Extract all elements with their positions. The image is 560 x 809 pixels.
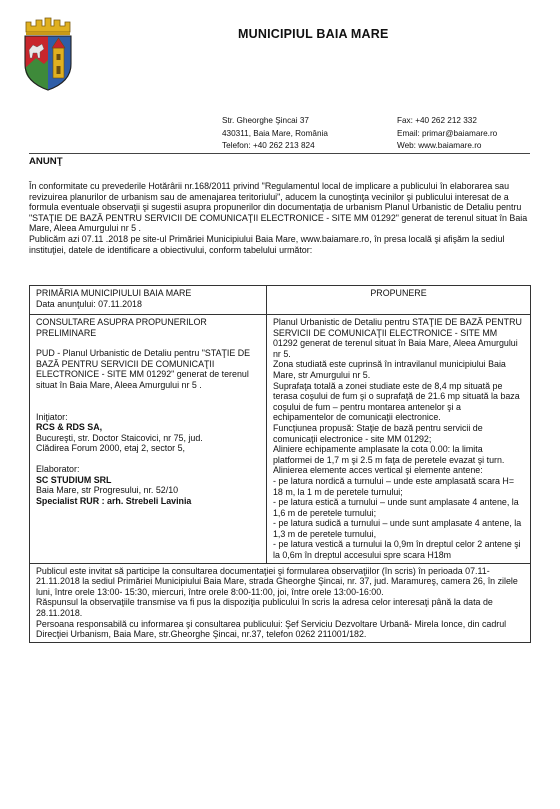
notice-intro	[29, 181, 534, 255]
elaborator-name: SC STUDIUM SRL	[36, 474, 112, 485]
initiator-label: Iniţiator:	[36, 411, 68, 422]
page-title: MUNICIPIUL BAIA MARE	[238, 27, 389, 41]
initiator-name: RCS & RDS SA,	[36, 422, 103, 433]
publication-paragraph: Publicăm azi 07.11 .2018 pe site-ul Primăriei Municipiului Baia Mare, www.baiamare.ro, în presa locală şi afişăm la sediul instituţiei, datele de identificare a obiectivului, conform tabelului următor:	[29, 233, 505, 255]
contact-block	[397, 115, 497, 153]
proposal-details-cell	[267, 315, 531, 564]
table-body-row	[30, 315, 531, 564]
header-cell-authority	[30, 286, 267, 315]
proposal-paragraph: - pe latura vestică a turnului la 0,9m în dreptul celor 2 antene şi la 0,6m în dreptul accesului spre scara H18m	[273, 539, 521, 561]
intro-paragraph: În conformitate cu prevederile Hotărârii nr.168/2011 privind "Regulamentul local de implicare a publicului în elaborarea sau revizuirea planurilor de urbanism sau de amenajarea teritoriului", aducem la cunoştinţa vecinilor şi publicului interesat de a formula eventuale observaţii şi sugestii asupra propunerilor din documentaţia de urbanism Planul Urbanistic de Detaliu pentru "STAŢIE DE BAZĂ PENTRU SERVICII DE COMUNICAŢII ELECTRONICE - SITE MM 01292" generat de terenul situat în Baia Mare, Aleea Amurgului nr 5 .	[29, 181, 528, 234]
consultation-info-cell	[30, 563, 531, 642]
notice-heading: ANUNŢ	[29, 156, 63, 167]
proposal-paragraph: - pe latura nordică a turnului – unde este amplasată scara H= 18 m, la 1 m de peretele turnului;	[273, 475, 514, 497]
responsible-person-paragraph: Persoana responsabilă cu informarea şi consultarea publicului: Şef Serviciu Dezvoltare Urbană- Mirela Ionce, din cadrul Direcţiei Urbanism, Baia Mare, str.Gheorghe Şincai, nr.37, telefon 0262 211001/182.	[36, 618, 507, 640]
proposal-paragraph: Alinierea elemente acces vertical şi elemente antene:	[273, 465, 483, 476]
consultation-title: CONSULTARE ASUPRA PROPUNERILOR PRELIMINARE	[36, 317, 207, 338]
baia-mare-coat-of-arms-icon	[20, 16, 76, 92]
address-block	[222, 115, 328, 153]
proposal-paragraph: Funcţiunea propusă: Staţie de bază pentru servicii de comunicaţii electronice - site MM 01292;	[273, 422, 483, 444]
proposal-paragraph: Planul Urbanistic de Detaliu pentru STAŢIE DE BAZĂ PENTRU SERVICII DE COMUNICAŢII ELECTRONICE - SITE MM 01292 generat de terenul situat în Baia Mare, Aleea Amurgului nr 5.	[273, 317, 522, 359]
invitation-paragraph: Publicul este invitat să participe la consultarea documentaţiei şi formularea observaţiilor (în scris) în perioada 07.11-21.11.2018 la sediul Primăriei Municipiului Baia Mare, strada Gheorghe Şincai, nr. 37, jud. Maramureş, camera 26, în zilele luni, între orele 13:00- 15:30, miercuri, între orele 8:00-11:00, joi, între orele 13:00-16:00.	[36, 565, 518, 597]
header-cell-proposal: PROPUNERE	[267, 286, 531, 315]
proposal-paragraph: - pe latura estică a turnului – unde sunt amplasate 4 antene, la 1,6 m de peretele turnului;	[273, 497, 519, 518]
initiator-address-1: Bucureşti, str. Doctor Staicovici, nr 75, jud.	[36, 432, 203, 443]
specialist-rur: Specialist RUR : arh. Strebeli Lavinia	[36, 495, 192, 506]
notice-table	[29, 285, 531, 643]
elaborator-address: Baia Mare, str Progresului, nr. 52/10	[36, 485, 179, 496]
address-street: Str. Gheorghe Şincai 37	[222, 116, 309, 125]
contact-fax: Fax: +40 262 212 332	[397, 116, 477, 125]
address-phone: Telefon: +40 262 213 824	[222, 141, 315, 151]
proposal-paragraph: Zona studiată este cuprinsă în intravilanul municipiului Baia Mare, str Amurgului nr 5.	[273, 359, 506, 380]
elaborator-label: Elaborator:	[36, 463, 80, 474]
table-footer-row	[30, 563, 531, 642]
proposal-paragraph: Aliniere echipamente amplasate la cota 0.00: la limita platformei de 1,7 m şi 2.5 m faţa de peretele evazat şi turn.	[273, 444, 505, 465]
pud-description: PUD - Planul Urbanistic de Detaliu pentru "STAŢIE DE BAZĂ PENTRU SERVICII DE COMUNICAŢII ELECTRONICE - SITE MM 01292" generat de terenul situat în Baia Mare, Aleea Amurgului nr 5 .	[36, 348, 251, 390]
initiator-address-2: Clădirea Forum 2000, etaj 2, sector 5,	[36, 443, 185, 454]
proposal-paragraph: - pe latura sudică a turnului – unde sunt amplasate 4 antene, la 1,3 m de peretele turnului,	[273, 518, 522, 539]
proposal-paragraph: Suprafaţa totală a zonei studiate este de 8,4 mp situată pe terasa coşului de fum şi o suprafaţă de 21.6 mp situată la baza coşului de fum – pentru montarea antenelor şi a echipamentelor de comunicaţii electronice.	[273, 380, 520, 423]
address-city: 430311, Baia Mare, România	[222, 128, 328, 138]
table-header-row	[30, 286, 531, 315]
contact-web: Web: www.baiamare.ro	[397, 141, 482, 151]
contact-email: Email: primar@baiamare.ro	[397, 128, 498, 138]
response-paragraph: Răspunsul la observaţiile transmise va fi pus la dispoziţia publicului în scris la adresa celor interesaţi până la data de 28.11.2018.	[36, 597, 493, 619]
announcement-date: Data anunţului: 07.11.2018	[36, 298, 142, 309]
header-divider	[29, 153, 530, 154]
authority-name: PRIMĂRIA MUNICIPIULUI BAIA MARE	[36, 288, 192, 298]
left-details-cell	[30, 315, 267, 564]
